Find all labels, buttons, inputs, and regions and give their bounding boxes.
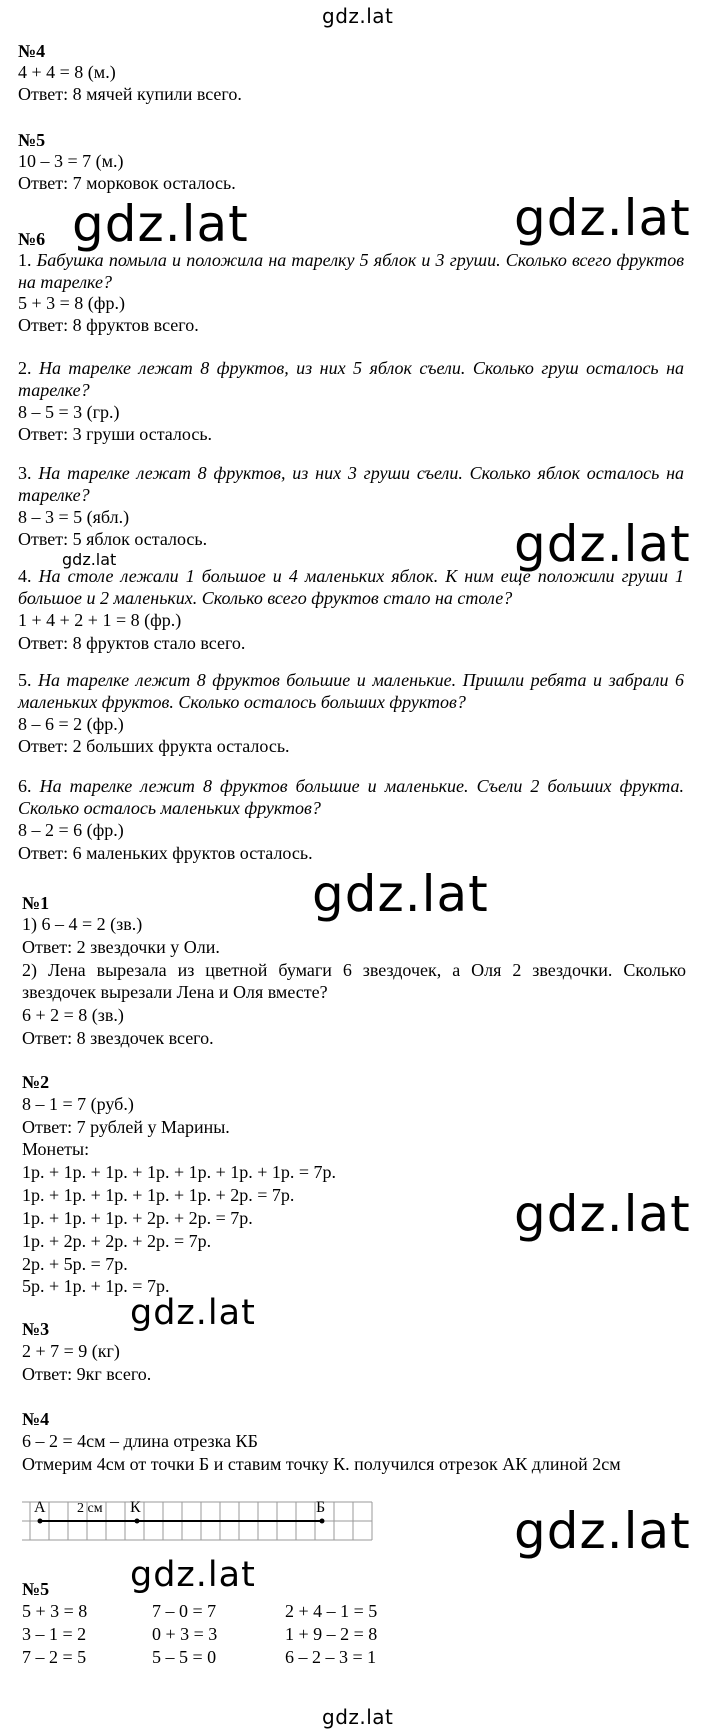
- watermark-top: gdz.lat: [322, 4, 394, 28]
- answer: Ответ: 3 груши осталось.: [18, 424, 213, 444]
- watermark: gdz.lat: [514, 515, 691, 573]
- task-title: №5: [18, 130, 46, 150]
- coin-combination: 5р. + 1р. + 1р. = 7р.: [22, 1276, 170, 1296]
- answer: Ответ: 5 яблок осталось.: [18, 529, 208, 549]
- coin-combination: 1р. + 1р. + 1р. + 2р. + 2р. = 7р.: [22, 1208, 253, 1228]
- equation: 0 + 3 = 3: [152, 1624, 218, 1644]
- problem-text: 3. На тарелке лежат 8 фруктов, из них 3 груши съели. Сколько яблок осталось на тарелке?: [18, 463, 684, 505]
- watermark: gdz.lat: [514, 1502, 691, 1560]
- task-title: №4: [22, 1409, 50, 1429]
- coin-combination: 1р. + 1р. + 1р. + 1р. + 1р. + 1р. + 1р. = 7р.: [22, 1162, 337, 1182]
- answer: Ответ: 2 звездочки у Оли.: [22, 937, 220, 957]
- equation: 2 + 4 – 1 = 5: [285, 1601, 378, 1621]
- calculation: 6 – 2 = 4см – длина отрезка КБ: [22, 1431, 258, 1451]
- calculation: 5 + 3 = 8 (фр.): [18, 293, 125, 313]
- watermark-bottom: gdz.lat: [322, 1705, 394, 1729]
- watermark: gdz.lat: [130, 1293, 256, 1333]
- answer: Ответ: 8 фруктов стало всего.: [18, 633, 246, 653]
- coins-label: Монеты:: [22, 1139, 90, 1159]
- segment-diagram: [22, 1490, 378, 1560]
- problem-text: 4. На столе лежали 1 большое и 4 маленьких яблок. К ним еще положили груши 1 большое и 2 маленьких. Сколько всего фруктов стало на столе?: [18, 566, 685, 608]
- answer: Ответ: 7 морковок осталось.: [18, 173, 236, 193]
- watermark: gdz.lat: [514, 1185, 691, 1243]
- equation: 5 + 3 = 8: [22, 1601, 88, 1621]
- problem-text: 2) Лена вырезала из цветной бумаги 6 звездочек, а Оля 2 звездочки. Сколько звездочек вырезали Лена и Оля вместе?: [22, 960, 686, 1002]
- calculation: 8 – 5 = 3 (гр.): [18, 402, 120, 422]
- answer: Ответ: 7 рублей у Марины.: [22, 1117, 230, 1137]
- task-title: №1: [22, 893, 50, 913]
- coin-combination: 1р. + 2р. + 2р. + 2р. = 7р.: [22, 1231, 212, 1251]
- answer: Ответ: 2 больших фрукта осталось.: [18, 736, 290, 756]
- watermark: gdz.lat: [312, 865, 489, 923]
- coin-combination: 2р. + 5р. = 7р.: [22, 1254, 128, 1274]
- watermark: gdz.lat: [72, 195, 249, 253]
- calculation: 4 + 4 = 8 (м.): [18, 62, 116, 82]
- point-k-label: К: [130, 1499, 141, 1516]
- task-title: №5: [22, 1579, 50, 1599]
- problem-text: 6. На тарелке лежит 8 фруктов большие и маленькие. Съели 2 больших фрукта. Сколько осталось маленьких фруктов?: [18, 776, 684, 818]
- equation: 6 – 2 – 3 = 1: [285, 1647, 377, 1667]
- coin-combination: 1р. + 1р. + 1р. + 1р. + 1р. + 2р. = 7р.: [22, 1185, 295, 1205]
- answer: Ответ: 6 маленьких фруктов осталось.: [18, 843, 313, 863]
- point-a-label: А: [34, 1499, 46, 1516]
- equation: 5 – 5 = 0: [152, 1647, 217, 1667]
- calculation: 8 – 3 = 5 (ябл.): [18, 507, 130, 527]
- task-title: №2: [22, 1072, 50, 1092]
- task-title: №6: [18, 229, 46, 249]
- answer: Ответ: 8 мячей купили всего.: [18, 84, 242, 104]
- answer: Ответ: 8 звездочек всего.: [22, 1028, 214, 1048]
- calculation: 2 + 7 = 9 (кг): [22, 1341, 120, 1361]
- equation: 7 – 2 = 5: [22, 1647, 87, 1667]
- explanation: Отмерим 4см от точки Б и ставим точку К. получился отрезок АК длиной 2см: [22, 1454, 621, 1474]
- answer: Ответ: 8 фруктов всего.: [18, 315, 199, 335]
- task-title: №3: [22, 1319, 50, 1339]
- calculation: 10 – 3 = 7 (м.): [18, 151, 124, 171]
- equation: 1 + 9 – 2 = 8: [285, 1624, 378, 1644]
- point-b-label: Б: [316, 1499, 326, 1516]
- watermark: gdz.lat: [514, 189, 691, 247]
- calculation: 8 – 1 = 7 (руб.): [22, 1094, 134, 1114]
- equation: 3 – 1 = 2: [22, 1624, 87, 1644]
- watermark: gdz.lat: [130, 1555, 256, 1595]
- calculation: 8 – 2 = 6 (фр.): [18, 820, 124, 840]
- problem-text: 5. На тарелке лежит 8 фруктов большие и маленькие. Пришли ребята и забрали 6 маленьких фруктов. Сколько осталось больших фруктов?: [18, 670, 685, 712]
- segment-label: 2 см: [77, 1501, 103, 1516]
- point-b-marker: [320, 1519, 325, 1524]
- calculation: 1) 6 – 4 = 2 (зв.): [22, 914, 143, 934]
- watermark: gdz.lat: [62, 550, 117, 569]
- task-title: №4: [18, 41, 46, 61]
- calculation: 1 + 4 + 2 + 1 = 8 (фр.): [18, 610, 182, 630]
- point-k-marker: [135, 1519, 140, 1524]
- answer: Ответ: 9кг всего.: [22, 1364, 152, 1384]
- point-a-marker: [38, 1519, 43, 1524]
- problem-text: 1. Бабушка помыла и положила на тарелку 5 яблок и 3 груши. Сколько всего фруктов на тарелке?: [18, 250, 685, 292]
- calculation: 8 – 6 = 2 (фр.): [18, 714, 124, 734]
- calculation: 6 + 2 = 8 (зв.): [22, 1005, 124, 1025]
- problem-text: 2. На тарелке лежат 8 фруктов, из них 5 яблок съели. Сколько груш осталось на тарелке?: [18, 358, 685, 400]
- equation: 7 – 0 = 7: [152, 1601, 217, 1621]
